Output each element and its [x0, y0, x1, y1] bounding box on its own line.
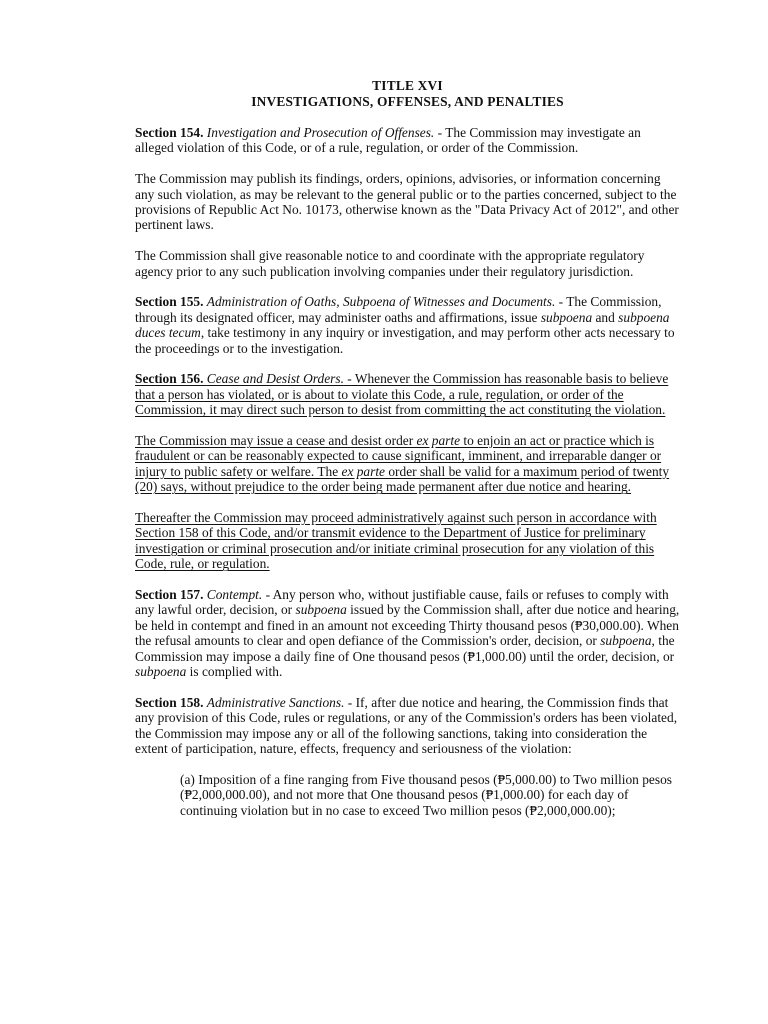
section-157-italic-1: subpoena: [295, 602, 347, 618]
section-154-heading: Investigation and Prosecution of Offenses.: [206, 125, 435, 140]
section-158-label: Section 158.: [135, 694, 204, 710]
section-155-italic-1: subpoena: [540, 309, 593, 325]
section-156-paragraph-2: [135, 433, 680, 495]
section-156-paragraph-1: [135, 371, 680, 417]
section-158-paragraph: [135, 695, 680, 757]
section-155-text-1: - The Commission, through its designated officer, may administer oaths and affirmations, issue: [135, 294, 662, 325]
section-158-text: - If, after due notice and hearing, the Commission finds that any provision of this Code, rules or regulations, or any of the Commission's orders has been violated, the Commission may impose any or all of the following sanctions, taking into consideration the extent of participation, nature, effects, frequency and seriousness of the violation:: [135, 694, 678, 757]
section-157-text-3: , the Commission may impose a daily fine of One thousand pesos (₱1,000.00) until the order, decision, or: [135, 633, 675, 664]
section-156-label: Section 156.: [135, 371, 204, 387]
section-155-italic-2: subpoena duces tecum: [135, 309, 670, 341]
title-line-2: INVESTIGATIONS, OFFENSES, AND PENALTIES: [251, 94, 564, 109]
section-154-paragraph-1: [135, 125, 680, 156]
section-155-label: Section 155.: [135, 294, 204, 310]
section-154-label: Section 154.: [135, 125, 204, 140]
section-157-italic-3: subpoena: [135, 664, 187, 680]
section-156-p2-italic-1: ex parte: [416, 433, 461, 449]
section-155-text-3: , take testimony in any inquiry or investigation, and may perform other acts necessary to the proceedings or to the investigation.: [135, 325, 675, 356]
section-154-paragraph-2: The Commission may publish its findings, orders, opinions, advisories, or information concerning any such violation, as may be relevant to the general public or to the parties concerned, subject to the provisions of Republic Act No. 10173, otherwise known as the "Data Privacy Act of 2012", and other pertinent laws.: [135, 171, 679, 233]
section-156-p2-italic-2: ex parte: [341, 463, 385, 479]
section-157-text-1: - Any person who, without justifiable cause, fails or refuses to comply with any lawful order, decision, or: [135, 587, 669, 618]
section-156-text: - Whenever the Commission has reasonable basis to believe that a person has violated, or is about to violate this Code, a rule, regulation, or order of the Commission, it may direct such person to desist from committing the act constituting the violation.: [135, 371, 669, 418]
section-157-heading: Contempt.: [206, 587, 263, 603]
section-154-paragraph-3: The Commission shall give reasonable notice to and coordinate with the appropriate regulatory agency prior to any such publication involving companies under their regulatory jurisdiction.: [135, 248, 645, 279]
section-155-text-2: and: [592, 309, 619, 325]
section-156-paragraph-3: Thereafter the Commission may proceed administratively against such person in accordance with Section 158 of this Code, and/or transmit evidence to the Department of Justice for preliminary investigation or criminal prosecution and/or initiate criminal prosecution for any violation of this Code, rule, or regulation.: [135, 510, 657, 572]
section-156-p2-text-b: to enjoin an act or practice which is fraudulent or can be reasonably expected to cause significant, imminent, and irreparable danger or injury to public safety or welfare. The: [135, 433, 662, 479]
document-page: [135, 78, 680, 818]
section-157-text-4: is complied with.: [186, 664, 283, 680]
section-156-p2-text-a: The Commission may issue a cease and desist order: [135, 433, 417, 449]
section-157-label: Section 157.: [135, 587, 204, 603]
section-157-italic-2: subpoena: [600, 633, 652, 649]
section-155-heading: Administration of Oaths, Subpoena of Witnesses and Documents.: [206, 294, 556, 310]
title-line-1: TITLE XVI: [372, 78, 443, 93]
section-156-p2-text-c: order shall be valid for a maximum period of twenty (20) says, without prejudice to the order being made permanent after due notice and hearing.: [135, 463, 670, 495]
section-157-paragraph: [135, 587, 680, 679]
section-156-heading: Cease and Desist Orders.: [206, 371, 344, 387]
section-158-item-a: (a) Imposition of a fine ranging from Five thousand pesos (₱5,000.00) to Two million pesos (₱2,000,000.00), and not more that One thousand pesos (₱1,000.00) for each day of continuing violation but in no case to exceed Two million pesos (₱2,000,000.00);: [180, 771, 672, 818]
document-title: [135, 78, 680, 110]
section-154-text: - The Commission may investigate an alleged violation of this Code, or of a rule, regulation, or order of the Commission.: [135, 125, 641, 156]
section-155-paragraph: [135, 294, 680, 356]
section-157-text-2: issued by the Commission shall, after due notice and hearing, be held in contempt and fined in an amount not exceeding Thirty thousand pesos (₱30,000.00). When the refusal amounts to clear and open defiance of the Commission's order, decision, or: [135, 602, 680, 649]
section-158-heading: Administrative Sanctions.: [206, 694, 345, 710]
